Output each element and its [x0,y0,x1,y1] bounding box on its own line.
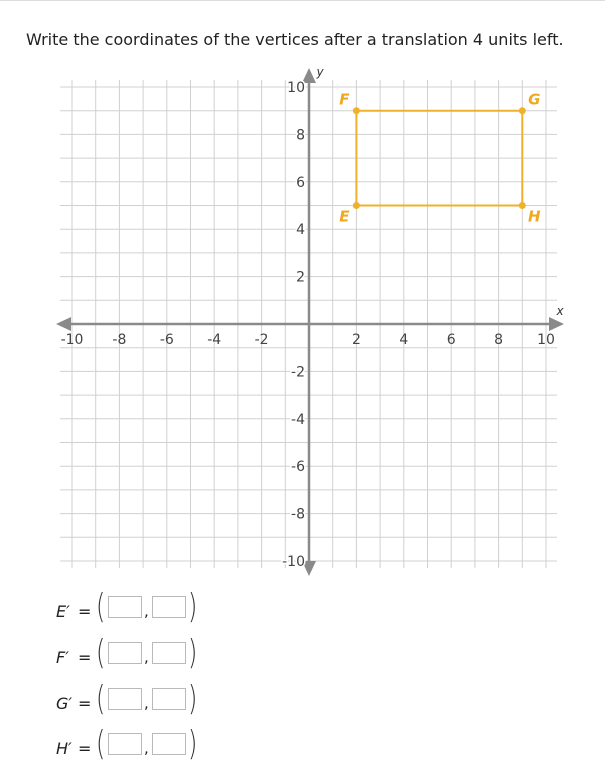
x-tick-label: 6 [446,332,456,348]
close-paren: ) [187,587,198,627]
comma-separator: , [144,739,149,757]
close-paren: ) [187,633,198,673]
comma-separator: , [144,694,149,712]
x-coordinate-input-e[interactable] [108,596,142,618]
x-tick-label: -4 [207,332,222,348]
vertex-point-g [519,107,526,114]
y-tick-label: -10 [282,554,305,570]
y-coordinate-input-g[interactable] [152,688,186,710]
answer-label-h: H′ [56,739,72,758]
x-tick-label: 2 [351,332,361,348]
y-tick-label: -8 [291,506,305,523]
answer-row-g [56,679,316,722]
vertex-point-h [519,202,526,209]
close-paren: ) [187,679,198,719]
answer-row-e [56,587,316,630]
answer-label-e: E′ [56,602,70,621]
answer-row-h [56,724,316,767]
close-paren: ) [187,724,198,764]
x-tick-label: -8 [112,332,127,348]
answer-label-f: F′ [56,648,69,667]
question-prompt: Write the coordinates of the vertices after a translation 4 units left. [26,30,564,49]
equals-sign: = [78,739,92,758]
vertex-label-h: H [528,207,541,226]
y-tick-label: -2 [291,364,305,381]
y-axis-label: y [316,65,324,79]
x-tick-label: -6 [159,332,174,348]
y-tick-label: 6 [296,174,305,191]
comma-separator: , [144,648,149,666]
y-tick-label: 10 [287,80,305,96]
open-paren: ( [95,587,106,627]
x-tick-label: 4 [399,332,409,348]
answer-row-f [56,633,316,676]
vertex-label-g: G [528,90,541,109]
x-tick-label: -2 [254,332,269,348]
x-tick-label: -10 [60,332,84,348]
y-coordinate-input-e[interactable] [152,596,186,618]
equals-sign: = [78,602,92,621]
open-paren: ( [95,679,106,719]
x-axis-right-arrow [549,317,564,331]
answer-label-g: G′ [56,694,73,713]
y-tick-label: -4 [291,411,305,428]
x-tick-label: 8 [494,332,504,348]
open-paren: ( [95,724,106,764]
y-coordinate-input-f[interactable] [152,642,186,664]
equals-sign: = [78,694,92,713]
open-paren: ( [95,633,106,673]
x-tick-label: 10 [537,332,555,348]
y-tick-label: 2 [296,269,305,286]
y-tick-label: 8 [296,127,305,144]
vertex-point-f [353,107,360,114]
comma-separator: , [144,602,149,620]
y-tick-label: -6 [291,459,305,476]
equals-sign: = [78,648,92,667]
vertex-point-e [353,202,360,209]
x-coordinate-input-g[interactable] [108,688,142,710]
vertex-label-e: E [339,207,350,226]
x-axis-label: x [556,304,564,318]
x-axis-left-arrow [56,317,71,331]
y-tick-label: 4 [296,222,305,239]
y-coordinate-input-h[interactable] [152,733,186,755]
x-coordinate-input-h[interactable] [108,733,142,755]
vertex-label-f: F [339,90,350,109]
x-coordinate-input-f[interactable] [108,642,142,664]
